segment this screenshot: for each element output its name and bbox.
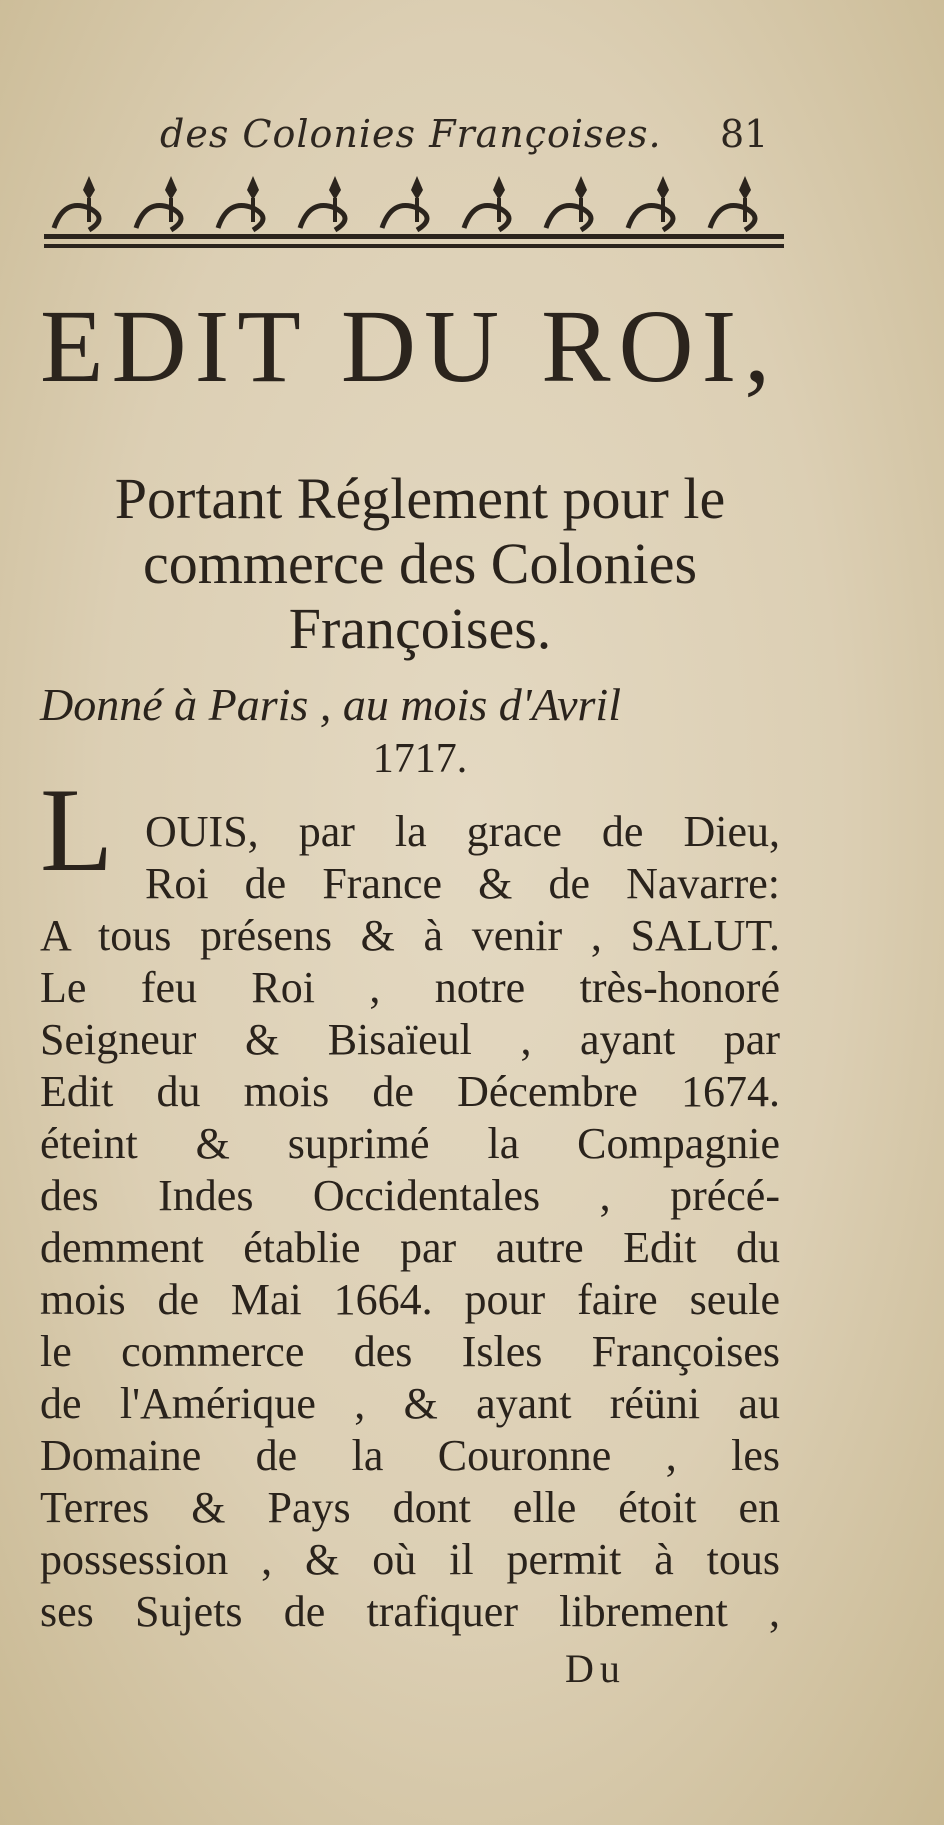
given-line-1: Donné à Paris , au mois d'Avril (40, 679, 621, 730)
page-number: 81 (720, 112, 769, 156)
subtitle-line-1: Portant Réglement pour le (114, 466, 726, 531)
body-line: Seigneur & Bisaïeul , ayant par (40, 1015, 780, 1064)
body-line: Domaine de la Couronne , les (40, 1431, 780, 1480)
body-line: A tous présens & à venir , SALUT. (40, 911, 780, 960)
edict-title: EDIT DU ROI, (40, 289, 779, 404)
subtitle-line-2: commerce des Colonies (142, 531, 698, 596)
body-line: Edit du mois de Décembre 1674. (40, 1067, 780, 1116)
catchword: Du (565, 1646, 626, 1691)
body-line: possession , & où il permit à tous (40, 1535, 780, 1584)
body-line: mois de Mai 1664. pour faire seule (40, 1275, 780, 1324)
body-line: Terres & Pays dont elle étoit en (40, 1483, 780, 1532)
body-line: ses Sujets de trafiquer librement , (40, 1587, 780, 1636)
subtitle-line-3: Françoises. (288, 596, 552, 661)
body-line: éteint & suprimé la Compagnie (40, 1119, 780, 1168)
body-line: le commerce des Isles Françoises (40, 1327, 780, 1376)
body-line: de l'Amérique , & ayant réüni au (40, 1379, 780, 1428)
fleuron-ornament-band (44, 168, 784, 258)
drop-cap: L (40, 763, 114, 896)
running-head: des Colonies Françoises. (160, 112, 662, 156)
body-line: Le feu Roi , notre très-honoré (40, 963, 780, 1012)
body-line: des Indes Occidentales , précé- (40, 1171, 780, 1220)
body-line: OUIS, par la grace de Dieu, (145, 807, 780, 856)
given-year: 1717. (372, 736, 468, 782)
body-line: Roi de France & de Navarre: (145, 859, 780, 908)
body-line: demment établie par autre Edit du (40, 1223, 780, 1272)
